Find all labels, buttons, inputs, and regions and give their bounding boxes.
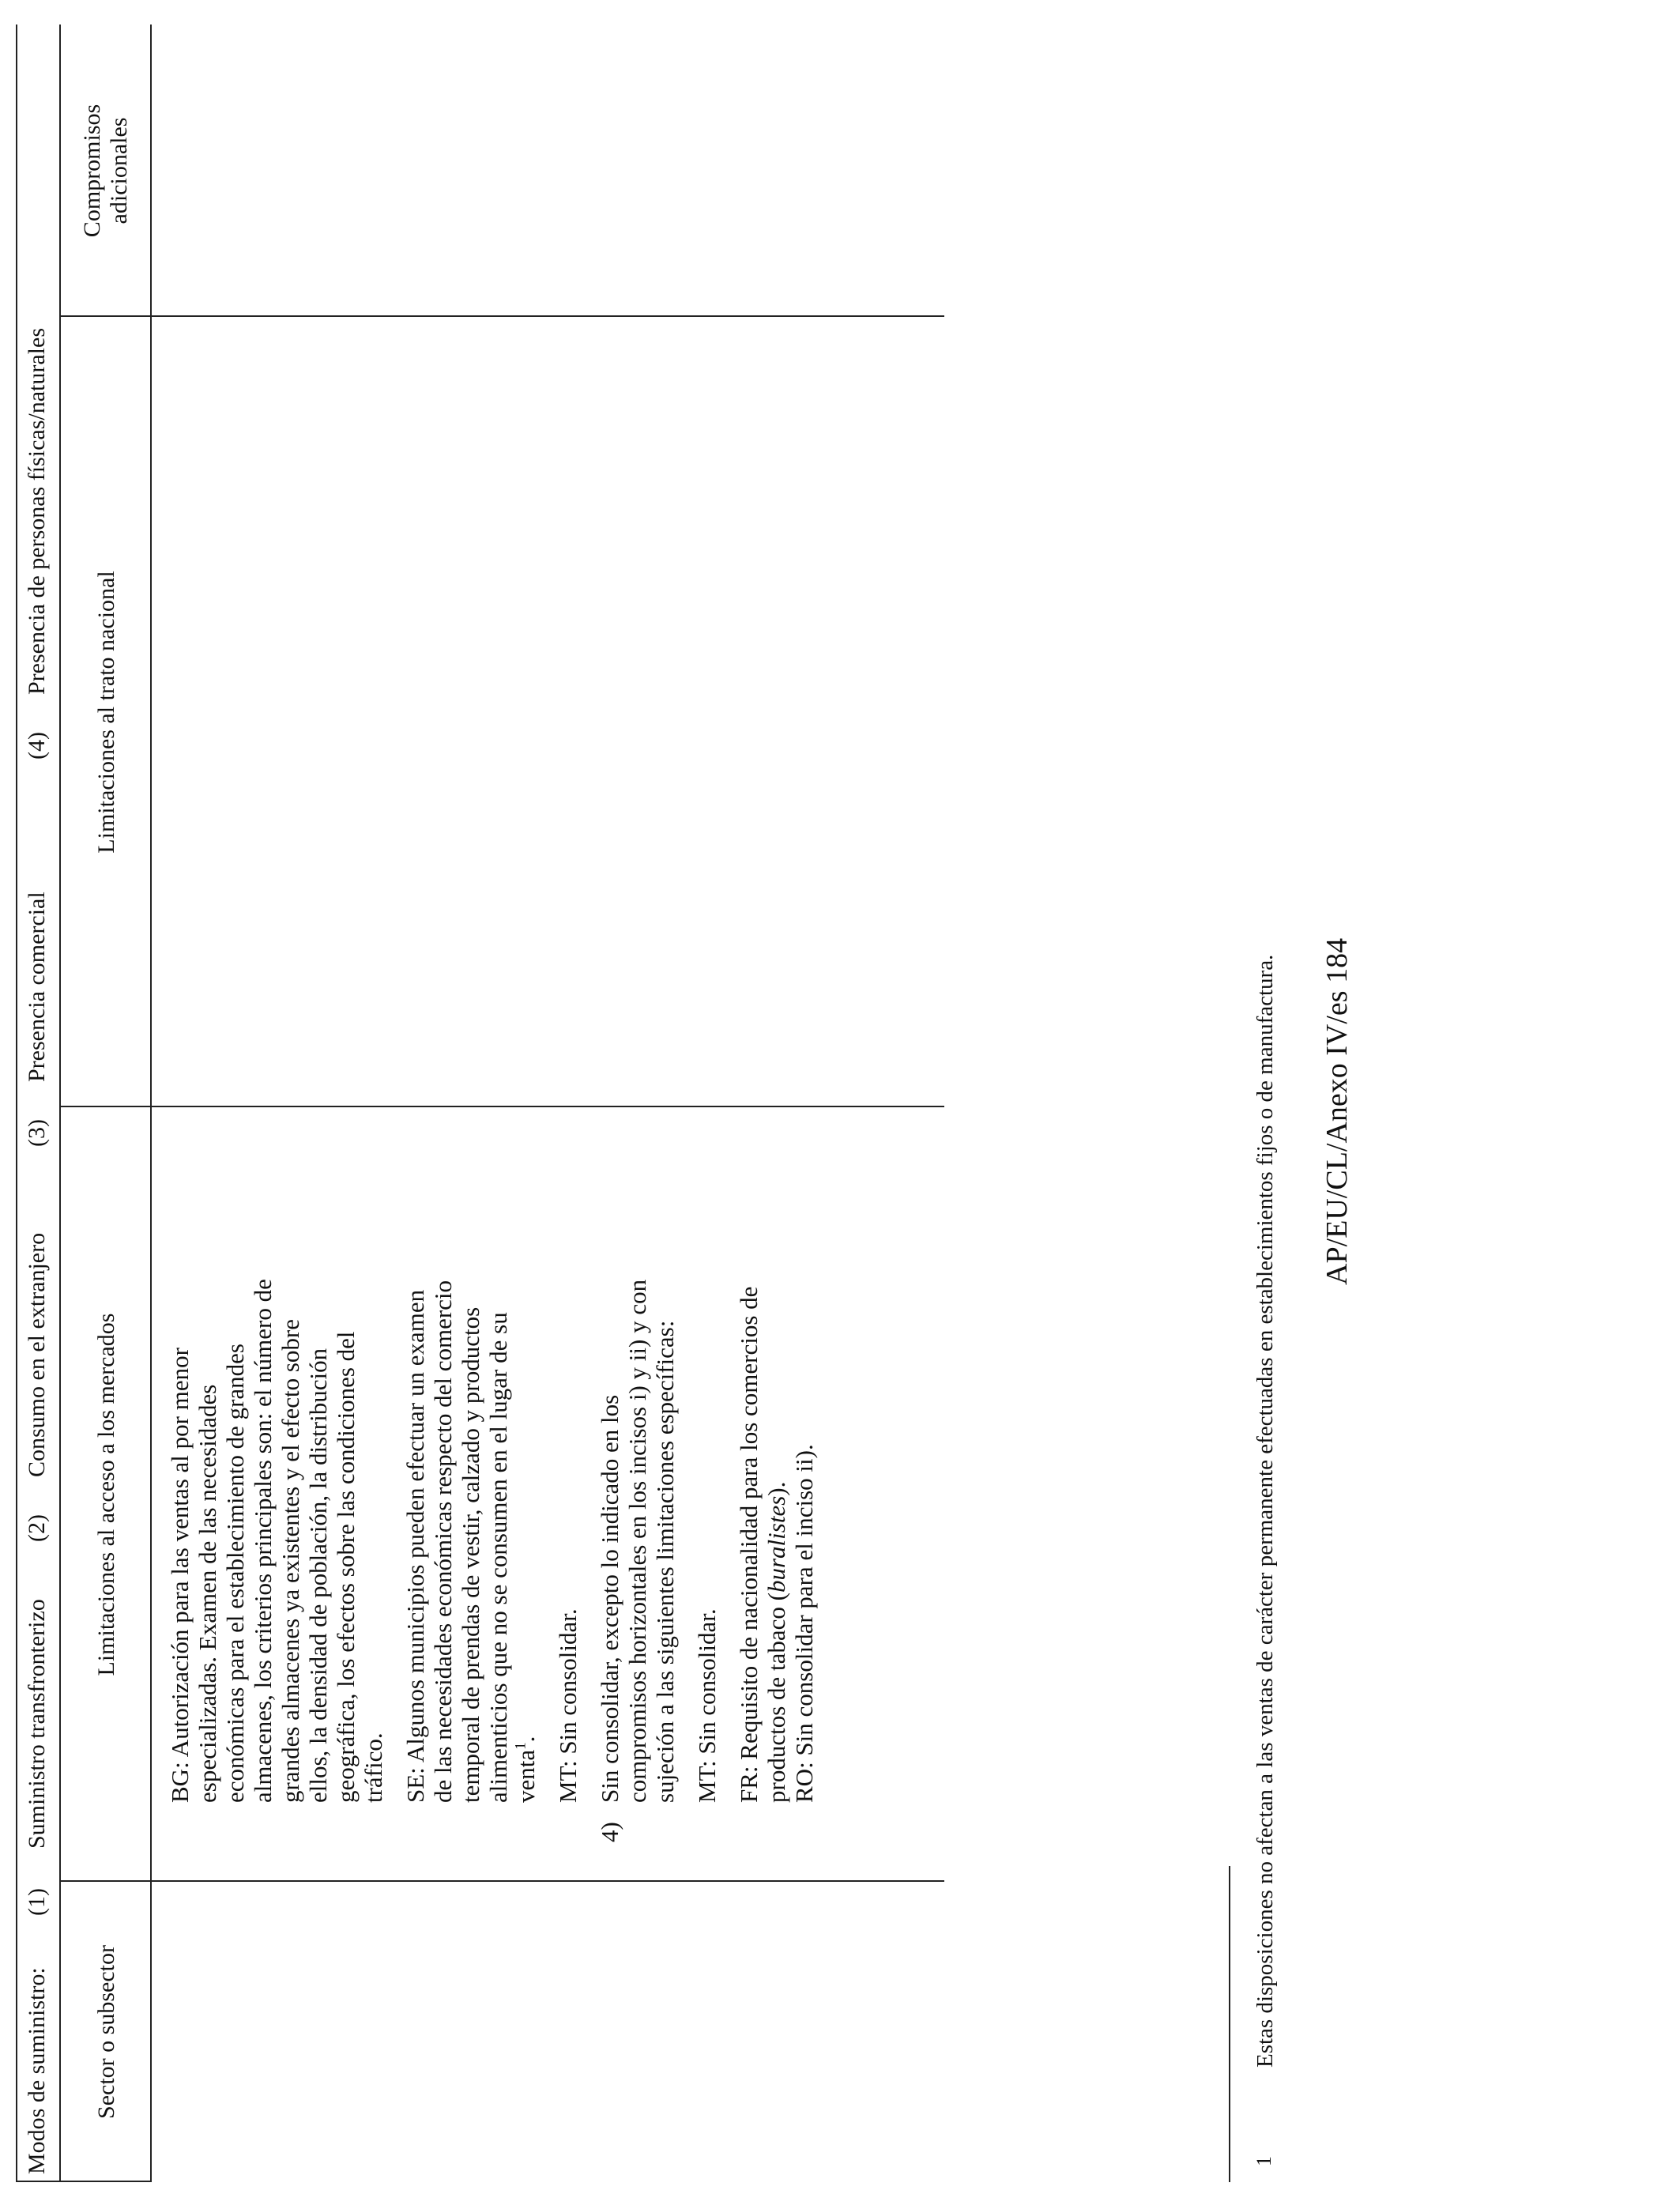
bg-line: geográfica, los efectos sobre las condiciones del [332,1331,360,1803]
se-line: alimenticios que no se consumen en el lugar de su [484,1312,512,1803]
mode4-line: Sin consolidar, excepto lo indicado en los [596,1394,623,1803]
bg-line: BG: Autorización para las ventas al por menor [166,1348,194,1803]
footnote-separator [1229,1866,1230,2182]
mode-2-label: Consumo en el extranjero [24,1232,50,1477]
se-paragraph [401,1111,540,1803]
additional-header-line-2: adicionales [106,117,132,224]
footnote-text: Estas disposiciones no afectan a las ventas de carácter permanente efectuadas en establecimientos fijos o de manufactura. [1252,954,1278,2068]
footnote-number: 1 [1252,2156,1275,2166]
header-divider-line [59,25,61,2182]
mt-mode4-paragraph [693,1111,721,1803]
sector-column-divider [59,1880,944,1882]
bg-line: tráfico. [360,1732,387,1803]
se-line: SE: Algunos municipios pueden efectuar un examen [401,1289,429,1803]
page-identifier: AP/EU/CL/Anexo IV/es 184 [1320,937,1354,1285]
mode-4-label: Presencia de personas físicas/naturales [24,328,50,695]
national-treatment-column-header: Limitaciones al trato nacional [93,571,119,854]
market-access-column-divider [59,1106,944,1107]
fr-line-2-start: productos de tabaco ( [763,1593,790,1803]
bg-line: ellos, la densidad de población, la distribución [304,1348,332,1803]
mode-2-number: (2) [24,1514,50,1542]
se-line: de las necesidades económicas respecto del comercio [429,1280,457,1803]
se-last-period: . [512,1736,540,1743]
fr-line-1: FR: Requisito de nacionalidad para los comercios de [735,1286,763,1803]
footnote-reference: 1 [512,1742,529,1750]
table-left-border [16,2181,150,2182]
sector-column-header: Sector o subsector [93,1945,119,2119]
bg-line: grandes almacenes ya existentes y el efecto sobre [277,1319,304,1803]
mt-mode3-line: MT: Sin consolidar. [554,1608,582,1803]
bg-line: especializadas. Examen de las necesidades [194,1384,221,1803]
se-line-last [512,1111,540,1803]
mode-4-item-number: 4) [596,1822,623,1842]
market-access-column-header: Limitaciones al acceso a los mercados [93,1313,119,1676]
se-line: temporal de prendas de vestir, calzado y productos [457,1306,484,1803]
modes-of-supply-row [16,25,59,2182]
mode4-paragraph [596,1111,679,1842]
additional-header-line-1: Compromisos [79,104,105,238]
column-header-bottom-line [150,25,152,2182]
mode4-line: compromisos horizontales en los incisos i) y ii) y con [623,1279,651,1803]
mt-mode3-paragraph [554,1111,582,1803]
modes-label: Modos de suministro: [24,1967,50,2174]
bg-paragraph [166,1111,387,1803]
fr-line-2 [763,1111,790,1803]
mt-mode4-line: MT: Sin consolidar. [693,1608,721,1803]
bg-line: almacenes, los criterios principales son: el número de [249,1279,277,1803]
mode-3-number: (3) [24,1119,50,1147]
mode-1-label: Suministro transfronterizo [24,1599,50,1849]
additional-commitments-column-header [79,25,133,317]
mode-1-number: (1) [24,1888,50,1916]
mode4-line: sujeción a las siguientes limitaciones específicas: [651,1320,679,1803]
national-treatment-column-divider [59,315,944,317]
fr-line-2-italic: buralistes [763,1495,790,1593]
fr-paragraph [735,1111,790,1803]
market-access-content [166,1111,832,1842]
fr-line-2-end: ). [763,1481,790,1496]
mode-4-number: (4) [24,732,50,760]
mode-3-label: Presencia comercial [24,892,50,1082]
ro-paragraph [790,1111,818,1803]
ro-line: RO: Sin consolidar para el inciso ii). [790,1444,818,1803]
bg-line: económicas para el establecimiento de grandes [221,1344,249,1803]
se-last-word: venta [512,1749,540,1803]
